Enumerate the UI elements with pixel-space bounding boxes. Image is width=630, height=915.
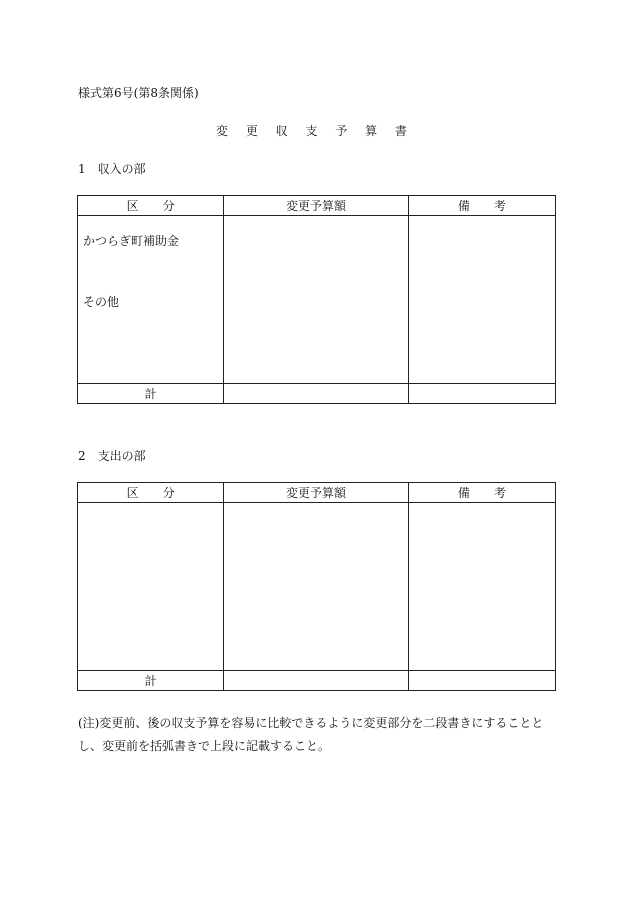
expense-remarks-cell[interactable]: [408, 503, 555, 671]
income-table: [77, 195, 556, 404]
income-col-remarks: 備 考: [408, 196, 555, 216]
income-col-category: 区 分: [78, 196, 224, 216]
expense-total-remarks-cell[interactable]: [408, 671, 555, 691]
expense-col-amount: 変更予算額: [224, 483, 408, 503]
income-total-row: [78, 384, 556, 404]
income-section-heading: 1 収入の部: [78, 162, 146, 176]
expense-total-row: [78, 671, 556, 691]
income-header-row: [78, 196, 556, 216]
income-total-amount-cell[interactable]: [224, 384, 408, 404]
expense-amount-cell[interactable]: [224, 503, 408, 671]
expense-body-row: [78, 503, 556, 671]
document-title: 変 更 収 支 予 算 書: [216, 124, 414, 138]
expense-col-remarks: 備 考: [408, 483, 555, 503]
expense-category-cell[interactable]: [78, 503, 224, 671]
income-body-row: [78, 216, 556, 384]
income-remarks-cell[interactable]: [408, 216, 555, 384]
income-item: その他: [83, 295, 120, 309]
footnote: (注)変更前、後の収支予算を容易に比較できるように変更部分を二段書きにすることとし、変更前を括弧書きで上段に記載すること。: [78, 716, 544, 753]
expense-table: [77, 482, 556, 691]
income-category-cell: [78, 216, 224, 384]
income-total-remarks-cell[interactable]: [408, 384, 555, 404]
income-item: かつらぎ町補助金: [83, 234, 180, 248]
expense-section-heading: 2 支出の部: [78, 449, 146, 463]
expense-total-amount-cell[interactable]: [224, 671, 408, 691]
income-amount-cell[interactable]: [224, 216, 408, 384]
form-number: 様式第6号(第8条関係): [78, 86, 199, 100]
expense-col-category: 区 分: [78, 483, 224, 503]
expense-header-row: [78, 483, 556, 503]
expense-total-label: 計: [78, 671, 224, 691]
income-total-label: 計: [78, 384, 224, 404]
income-col-amount: 変更予算額: [224, 196, 408, 216]
